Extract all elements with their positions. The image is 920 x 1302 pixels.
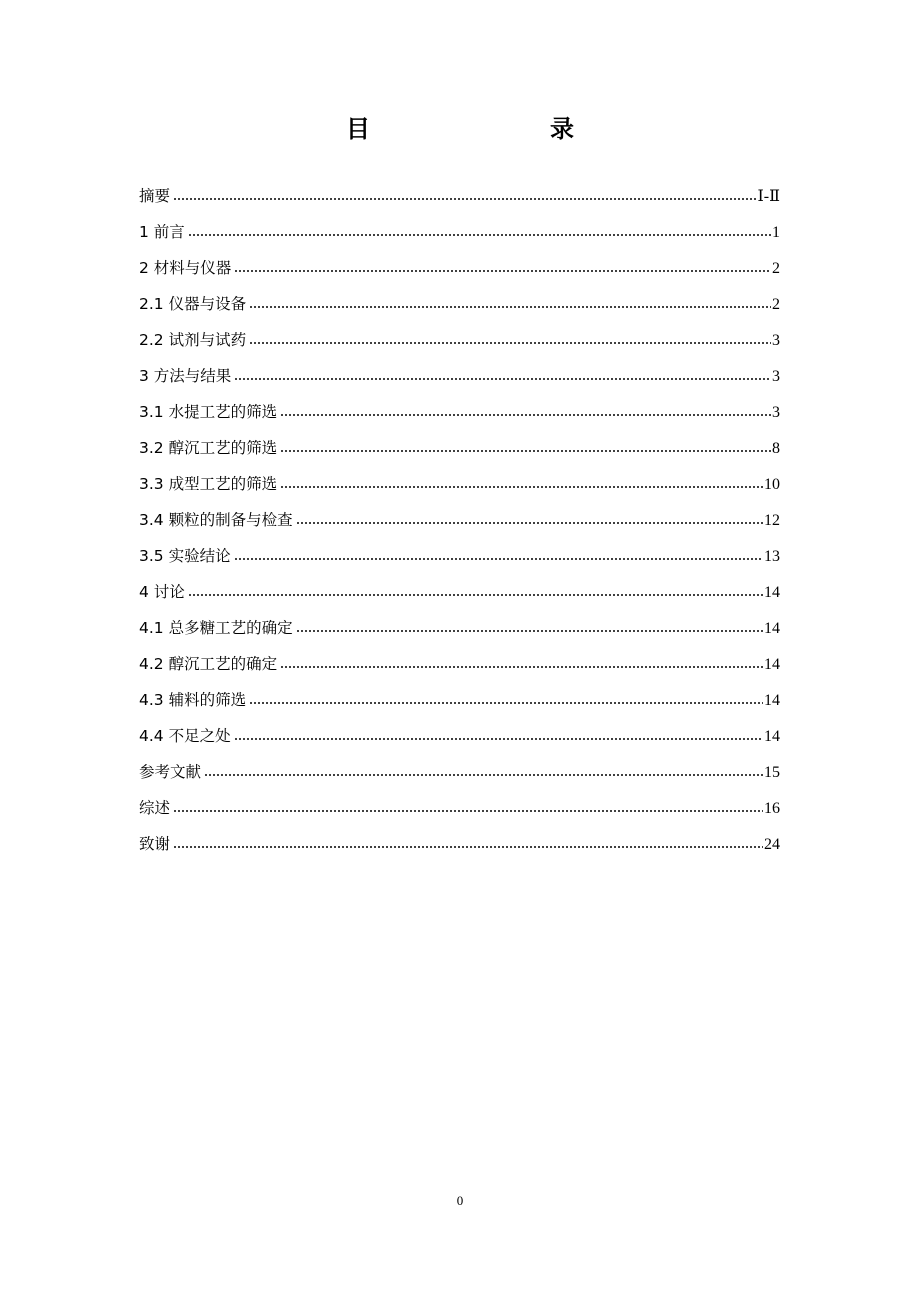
toc-entry-label: 致谢: [139, 835, 171, 853]
toc-entry[interactable]: [139, 758, 780, 794]
toc-entry[interactable]: [139, 578, 780, 614]
toc-entry[interactable]: [139, 614, 780, 650]
toc-entry-page: 13: [764, 548, 780, 565]
toc-entry[interactable]: [139, 542, 780, 578]
dot-leader: [188, 223, 771, 239]
toc-entry-page: 14: [764, 584, 780, 601]
toc-entry-label: 4.4 不足之处: [139, 727, 231, 745]
toc-entry[interactable]: [139, 650, 780, 686]
table-of-contents: [139, 182, 780, 866]
toc-entry-label: 3.4 颗粒的制备与检查: [139, 511, 293, 529]
dot-leader: [234, 727, 763, 743]
toc-entry-page: 3: [772, 368, 780, 385]
toc-entry-page: 12: [764, 512, 780, 529]
toc-entry[interactable]: [139, 398, 780, 434]
toc-entry-page: 14: [764, 620, 780, 637]
dot-leader: [173, 187, 756, 203]
toc-entry[interactable]: [139, 326, 780, 362]
toc-entry[interactable]: [139, 470, 780, 506]
toc-entry-label: 4.2 醇沉工艺的确定: [139, 655, 278, 673]
dot-leader: [280, 403, 771, 419]
toc-entry-page: 14: [764, 656, 780, 673]
dot-leader: [234, 259, 771, 275]
toc-entry[interactable]: [139, 794, 780, 830]
dot-leader: [296, 619, 763, 635]
toc-entry-label: 2.2 试剂与试药: [139, 331, 247, 349]
toc-entry-label: 1 前言: [139, 223, 185, 241]
toc-entry-label: 3 方法与结果: [139, 367, 232, 385]
dot-leader: [280, 439, 771, 455]
dot-leader: [296, 511, 763, 527]
toc-entry-page: 2: [772, 260, 780, 277]
dot-leader: [173, 799, 763, 815]
toc-entry[interactable]: [139, 686, 780, 722]
toc-entry-label: 2 材料与仪器: [139, 259, 232, 277]
page-number: 0: [456, 1193, 464, 1208]
toc-entry[interactable]: [139, 434, 780, 470]
dot-leader: [234, 547, 763, 563]
toc-entry-page: 14: [764, 728, 780, 745]
toc-entry[interactable]: [139, 506, 780, 542]
dot-leader: [234, 367, 771, 383]
toc-entry[interactable]: [139, 722, 780, 758]
toc-entry[interactable]: [139, 290, 780, 326]
toc-entry[interactable]: [139, 254, 780, 290]
toc-entry[interactable]: [139, 362, 780, 398]
toc-entry-label: 3.2 醇沉工艺的筛选: [139, 439, 278, 457]
toc-entry-label: 4 讨论: [139, 583, 185, 601]
toc-entry-label: 3.1 水提工艺的筛选: [139, 403, 278, 421]
page-title: 目 录: [346, 115, 618, 143]
toc-entry-page: 3: [772, 332, 780, 349]
dot-leader: [249, 295, 771, 311]
dot-leader: [173, 835, 763, 851]
toc-entry-label: 参考文献: [139, 763, 202, 781]
toc-entry-label: 4.3 辅料的筛选: [139, 691, 247, 709]
toc-entry-page: 24: [764, 836, 780, 853]
toc-entry[interactable]: [139, 218, 780, 254]
dot-leader: [249, 331, 771, 347]
toc-entry-label: 3.3 成型工艺的筛选: [139, 475, 278, 493]
toc-entry-page: 8: [772, 440, 780, 457]
toc-entry-page: 14: [764, 692, 780, 709]
toc-entry-label: 3.5 实验结论: [139, 547, 231, 565]
toc-entry-page: 2: [772, 296, 780, 313]
toc-entry-label: 2.1 仪器与设备: [139, 295, 247, 313]
toc-entry-page: 3: [772, 404, 780, 421]
toc-entry-page: 10: [764, 476, 780, 493]
toc-entry-page: 16: [764, 800, 780, 817]
dot-leader: [280, 655, 763, 671]
toc-entry-label: 摘要: [139, 187, 171, 205]
toc-entry-label: 4.1 总多糖工艺的确定: [139, 619, 293, 637]
dot-leader: [188, 583, 763, 599]
toc-entry-page: Ⅰ-Ⅱ: [757, 188, 780, 205]
toc-entry[interactable]: [139, 182, 780, 218]
toc-entry[interactable]: [139, 830, 780, 866]
toc-entry-page: 1: [772, 224, 780, 241]
toc-entry-label: 综述: [139, 799, 171, 817]
dot-leader: [280, 475, 763, 491]
dot-leader: [204, 763, 763, 779]
toc-entry-page: 15: [764, 764, 780, 781]
dot-leader: [249, 691, 763, 707]
